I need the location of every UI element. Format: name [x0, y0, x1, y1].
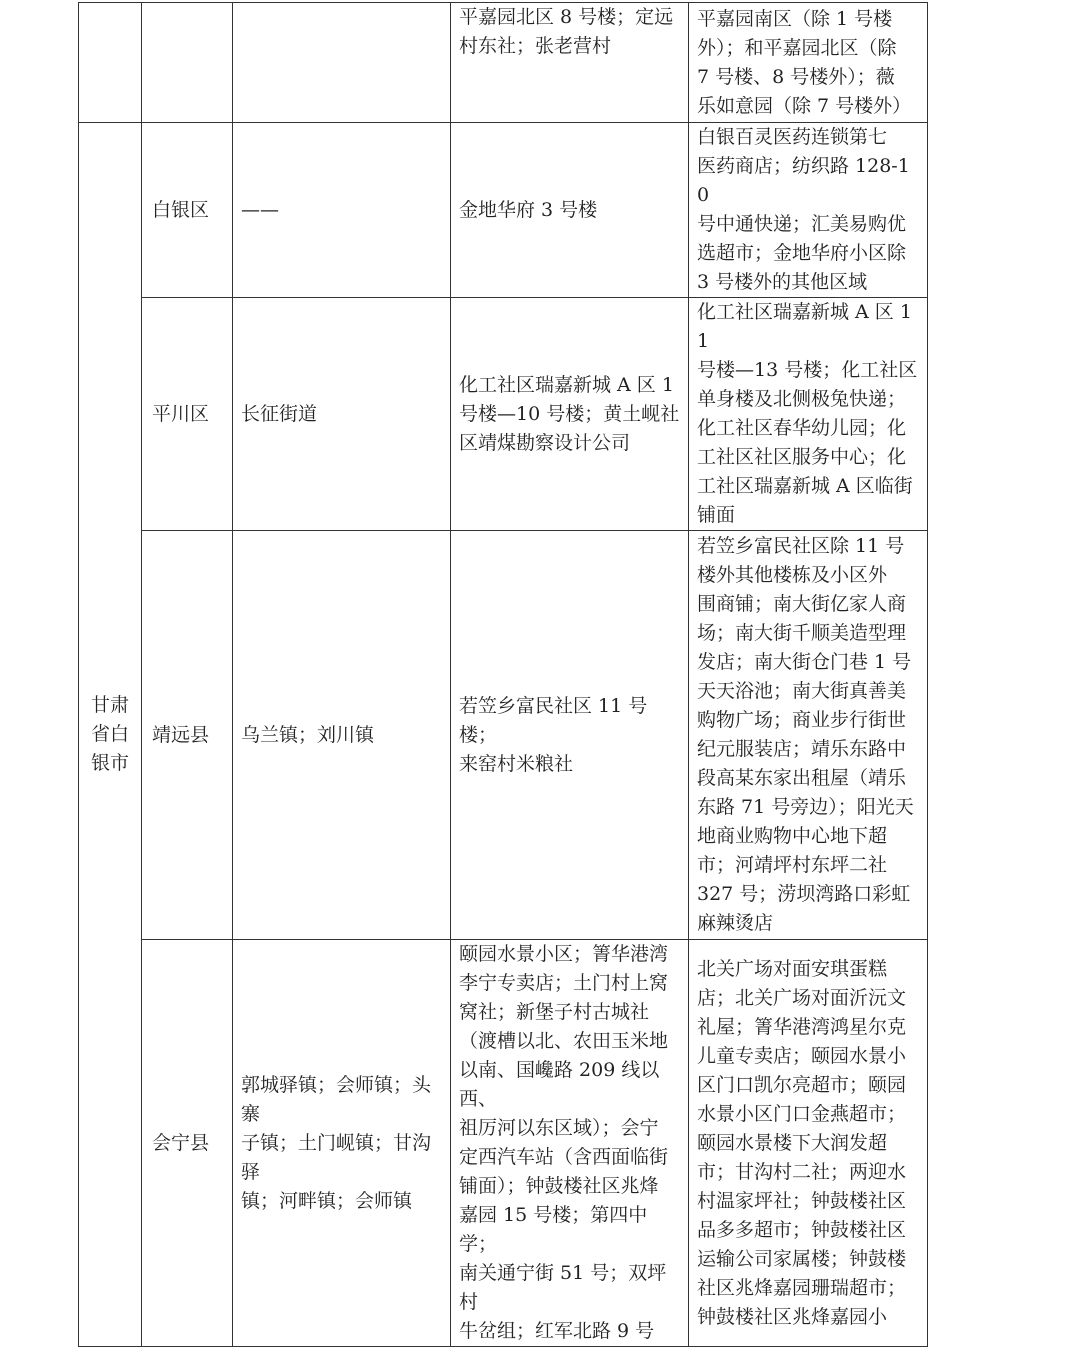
table-row [79, 123, 928, 298]
high-risk-area-cell: 若笠乡富民社区 11 号楼； 来窑村米粮社 [451, 531, 689, 940]
city-cell: 甘肃省白银市 [79, 123, 142, 1347]
city-cell [79, 3, 142, 123]
low-risk-area-cell: 北关广场对面安琪蛋糕 店；北关广场对面沂沅文 礼屋；箐华港湾鸿星尔克 儿童专卖店；颐园水景小 区门口凯尔亮超市；颐园 水景小区门口金燕超市； 颐园水景楼下大润发超 市；甘沟村二社；两迎水 村温家坪社；钟鼓楼社区 品多多超市；钟鼓楼社区 运输公司家属楼；钟鼓楼 社区兆烽嘉园珊瑞超市； 钟鼓楼社区兆烽嘉园小 [689, 940, 928, 1347]
street-cell: —— [233, 123, 451, 298]
table-row [79, 298, 928, 531]
street-cell: 乌兰镇；刘川镇 [233, 531, 451, 940]
street-cell: 郭城驿镇；会师镇；头寨 子镇；土门岘镇；甘沟驿 镇；河畔镇；会师镇 [233, 940, 451, 1347]
high-risk-area-cell: 化工社区瑞嘉新城 A 区 1 号楼—10 号楼；黄土岘社 区靖煤勘察设计公司 [451, 298, 689, 531]
low-risk-area-cell: 白银百灵医药连锁第七 医药商店；纺织路 128-10 号中通快递；汇美易购优 选超市；金地华府小区除 3 号楼外的其他区域 [689, 123, 928, 298]
low-risk-area-cell: 化工社区瑞嘉新城 A 区 11 号楼—13 号楼；化工社区 单身楼及北侧极兔快递； 化工社区春华幼儿园；化 工社区社区服务中心；化 工社区瑞嘉新城 A 区临街 铺面 [689, 298, 928, 531]
table-row [79, 531, 928, 940]
low-risk-area-cell: 平嘉园南区（除 1 号楼 外）；和平嘉园北区（除 7 号楼、8 号楼外）；薇 乐如意园（除 7 号楼外） [689, 3, 928, 123]
district-cell: 平川区 [142, 298, 233, 531]
district-cell: 会宁县 [142, 940, 233, 1347]
street-cell [233, 3, 451, 123]
high-risk-area-cell: 金地华府 3 号楼 [451, 123, 689, 298]
district-cell: 靖远县 [142, 531, 233, 940]
risk-area-table [78, 2, 928, 1347]
street-cell: 长征街道 [233, 298, 451, 531]
table-row [79, 940, 928, 1347]
high-risk-area-cell: 颐园水景小区；箐华港湾 李宁专卖店；土门村上窝 窝社；新堡子村古城社 （渡槽以北、农田玉米地 以南、国巉路 209 线以西、 祖厉河以东区域）；会宁 定西汽车站（含西面临街 铺面）；钟鼓楼社区兆烽 嘉园 15 号楼；第四中学； 南关通宁街 51 号；双坪村 牛岔组；红军北路 9 号 [451, 940, 689, 1347]
table-row [79, 3, 928, 123]
high-risk-area-cell: 平嘉园北区 8 号楼；定远 村东社；张老营村 [451, 3, 689, 123]
low-risk-area-cell: 若笠乡富民社区除 11 号 楼外其他楼栋及小区外 围商铺；南大街亿家人商 场；南大街千顺美造型理 发店；南大街仓门巷 1 号 天天浴池；南大街真善美 购物广场；商业步行街世 纪元服装店；靖乐东路中 段高某东家出租屋（靖乐 东路 71 号旁边）；阳光天 地商业购物中心地下超 市；河靖坪村东坪二社 327 号；涝坝湾路口彩虹 麻辣烫店 [689, 531, 928, 940]
district-cell [142, 3, 233, 123]
district-cell: 白银区 [142, 123, 233, 298]
